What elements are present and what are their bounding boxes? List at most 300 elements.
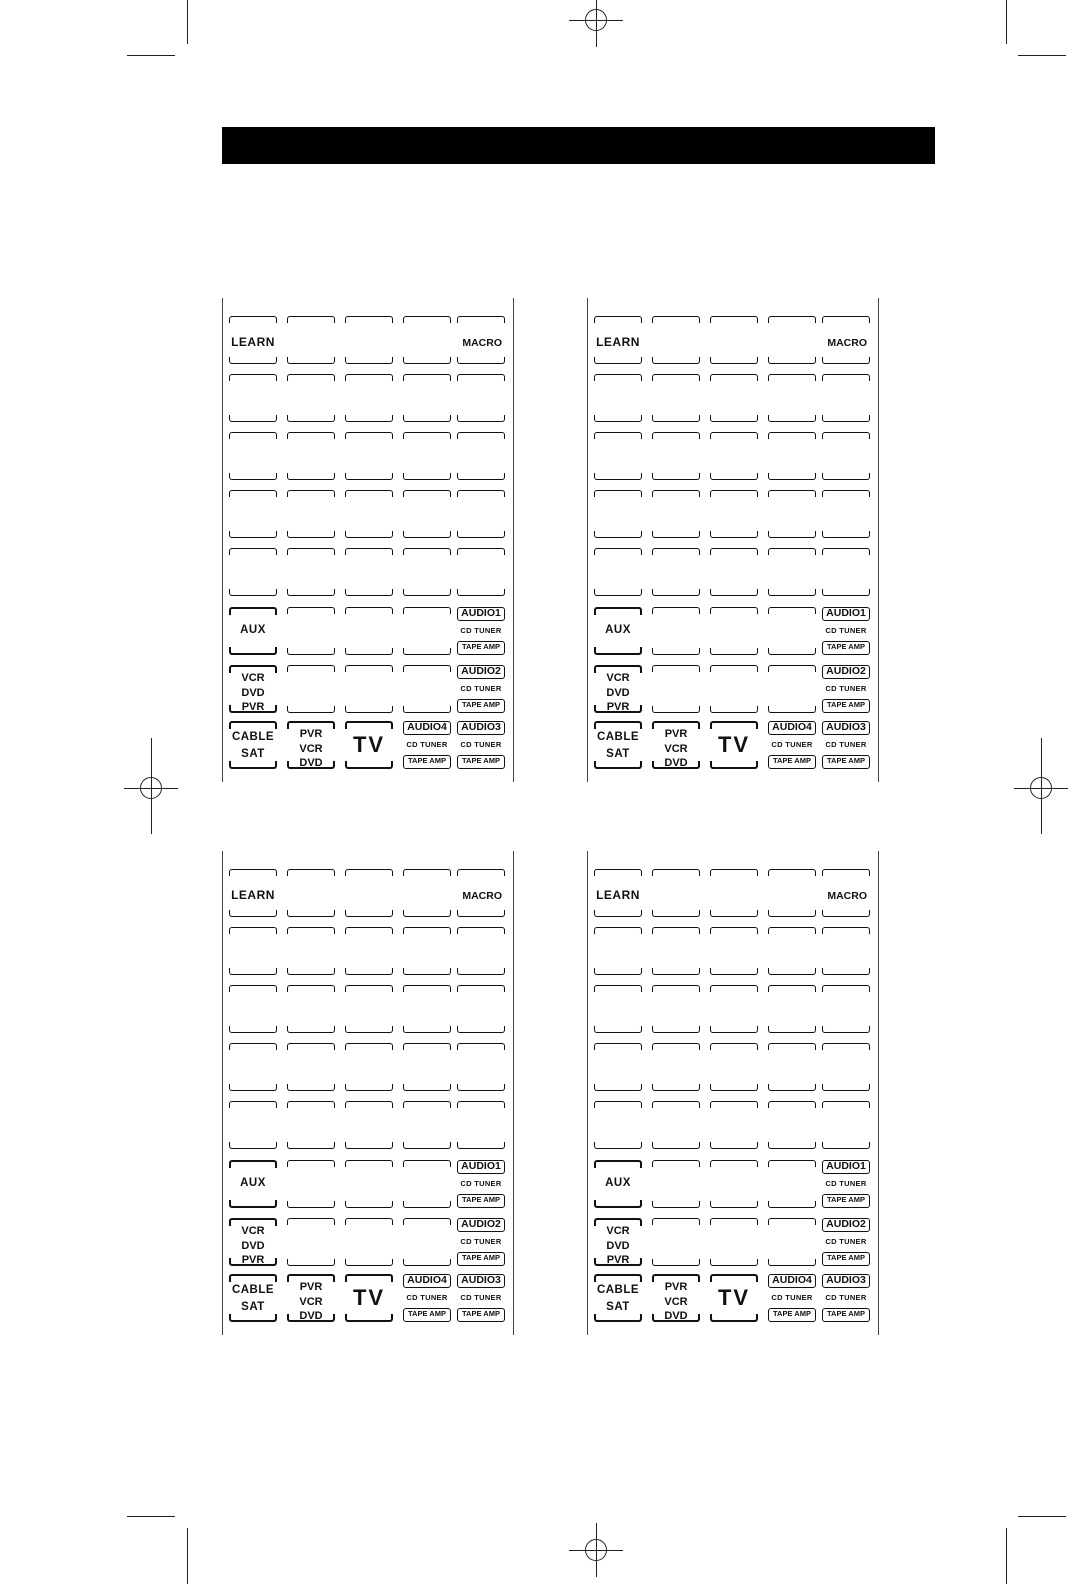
blank-key[interactable] <box>345 374 393 422</box>
blank-key[interactable] <box>287 1043 335 1091</box>
button-outline-bottom <box>345 1259 393 1266</box>
blank-key[interactable] <box>403 548 451 596</box>
audio1-button[interactable] <box>457 607 505 655</box>
button-outline-top <box>403 374 451 381</box>
button-outline-top <box>345 1101 393 1108</box>
blank-key[interactable] <box>594 985 642 1033</box>
button-outline-top <box>652 316 700 323</box>
blank-key[interactable] <box>652 374 700 422</box>
blank-key[interactable] <box>768 927 816 975</box>
blank-key[interactable] <box>822 548 870 596</box>
macro-button[interactable] <box>822 316 870 364</box>
learn-label: LEARN <box>596 888 640 902</box>
blank-key[interactable] <box>710 432 758 480</box>
learn-button[interactable] <box>594 316 642 364</box>
tv-button[interactable] <box>710 721 758 769</box>
button-outline-bottom <box>710 589 758 596</box>
button-outline-bottom <box>287 357 335 364</box>
audio2-cd-tuner: CD TUNER <box>460 1237 502 1246</box>
blank-key[interactable] <box>652 927 700 975</box>
blank-key[interactable] <box>768 1218 816 1266</box>
blank-key[interactable] <box>345 1101 393 1149</box>
button-outline-top <box>710 548 758 555</box>
blank-key[interactable] <box>345 665 393 713</box>
button-outline-bottom <box>229 1142 277 1149</box>
button-outline-top <box>822 1101 870 1108</box>
button-outline-top <box>822 316 870 323</box>
audio1-title: AUDIO1 <box>822 607 870 621</box>
audio4-button[interactable] <box>768 1274 816 1322</box>
aux-button[interactable] <box>229 607 277 655</box>
vcr-dvd-pvr-button[interactable] <box>229 665 277 713</box>
blank-key[interactable] <box>710 1160 758 1208</box>
blank-key[interactable] <box>403 374 451 422</box>
blank-key[interactable] <box>345 927 393 975</box>
audio3-button[interactable] <box>822 1274 870 1322</box>
audio4-title: AUDIO4 <box>768 721 816 735</box>
button-outline-top <box>229 374 277 381</box>
button-outline-bottom <box>229 647 277 655</box>
button-outline-top <box>345 607 393 614</box>
cable-sat-label-line: SAT <box>241 748 265 760</box>
vcr-dvd-pvr-label-line: PVR <box>606 1254 630 1266</box>
button-outline-top <box>457 1043 505 1050</box>
button-outline-bottom <box>594 910 642 917</box>
blank-key[interactable] <box>229 985 277 1033</box>
pvr-vcr-dvd-button[interactable] <box>652 1274 700 1322</box>
cable-sat-label-line: CABLE <box>231 1284 275 1296</box>
blank-key[interactable] <box>229 490 277 538</box>
audio1-button[interactable] <box>457 1160 505 1208</box>
blank-key[interactable] <box>710 869 758 917</box>
audio3-title: AUDIO3 <box>457 721 505 735</box>
vcr-dvd-pvr-label-line: VCR <box>241 672 265 684</box>
blank-key[interactable] <box>652 607 700 655</box>
blank-key[interactable] <box>652 985 700 1033</box>
button-outline-bottom <box>403 706 451 713</box>
blank-key[interactable] <box>457 927 505 975</box>
audio3-button[interactable] <box>457 721 505 769</box>
button-outline-top <box>710 607 758 614</box>
blank-key[interactable] <box>822 927 870 975</box>
vcr-dvd-pvr-label-line: PVR <box>241 701 265 713</box>
blank-key[interactable] <box>403 490 451 538</box>
button-outline-bottom <box>710 1142 758 1149</box>
blank-key[interactable] <box>345 985 393 1033</box>
blank-key[interactable] <box>822 985 870 1033</box>
blank-key[interactable] <box>287 490 335 538</box>
audio3-cd-tuner: CD TUNER <box>825 1293 867 1302</box>
button-outline-top <box>768 1101 816 1108</box>
audio4-button[interactable] <box>768 721 816 769</box>
audio4-button[interactable] <box>403 1274 451 1322</box>
blank-key[interactable] <box>594 1043 642 1091</box>
button-outline-bottom <box>710 1314 758 1322</box>
blank-key[interactable] <box>710 490 758 538</box>
cable-sat-button[interactable] <box>229 1274 277 1322</box>
blank-key[interactable] <box>345 548 393 596</box>
blank-key[interactable] <box>822 1043 870 1091</box>
button-outline-bottom <box>768 589 816 596</box>
button-outline-bottom <box>403 648 451 655</box>
button-outline-bottom <box>652 473 700 480</box>
blank-key[interactable] <box>594 1101 642 1149</box>
blank-key[interactable] <box>768 1160 816 1208</box>
blank-key[interactable] <box>652 665 700 713</box>
blank-key[interactable] <box>229 1101 277 1149</box>
blank-key[interactable] <box>710 985 758 1033</box>
button-outline-bottom <box>287 415 335 422</box>
blank-key[interactable] <box>768 1043 816 1091</box>
sheet-right-rule <box>878 298 879 782</box>
button-outline-top <box>768 985 816 992</box>
audio2-button[interactable] <box>457 665 505 713</box>
pvr-vcr-dvd-button[interactable] <box>287 1274 335 1322</box>
button-outline-top <box>710 869 758 876</box>
button-outline-bottom <box>345 1026 393 1033</box>
blank-key[interactable] <box>594 548 642 596</box>
button-outline-bottom <box>287 473 335 480</box>
blank-key[interactable] <box>229 927 277 975</box>
tv-button[interactable] <box>345 721 393 769</box>
audio2-title: AUDIO2 <box>457 1218 505 1232</box>
blank-key[interactable] <box>287 607 335 655</box>
vcr-dvd-pvr-label-line: DVD <box>241 1239 265 1252</box>
audio1-tape-amp: TAPE AMP <box>457 641 505 655</box>
pvr-vcr-dvd-label-line: PVR <box>299 1281 323 1293</box>
audio3-button[interactable] <box>457 1274 505 1322</box>
blank-key[interactable] <box>710 1101 758 1149</box>
blank-key[interactable] <box>594 927 642 975</box>
tv-button[interactable] <box>345 1274 393 1322</box>
blank-key[interactable] <box>768 1101 816 1149</box>
blank-key[interactable] <box>403 607 451 655</box>
blank-key[interactable] <box>345 1218 393 1266</box>
blank-key[interactable] <box>229 1043 277 1091</box>
blank-key[interactable] <box>403 985 451 1033</box>
audio2-cd-tuner: CD TUNER <box>825 684 867 693</box>
button-outline-bottom <box>822 357 870 364</box>
button-outline-bottom <box>403 1026 451 1033</box>
button-outline-bottom <box>287 1259 335 1266</box>
blank-key[interactable] <box>345 316 393 364</box>
button-outline-bottom <box>768 1026 816 1033</box>
button-outline-bottom <box>710 910 758 917</box>
button-outline-bottom <box>403 1142 451 1149</box>
button-outline-top <box>594 1101 642 1108</box>
button-outline-bottom <box>822 415 870 422</box>
learn-button[interactable] <box>229 869 277 917</box>
blank-key[interactable] <box>768 869 816 917</box>
blank-key[interactable] <box>403 665 451 713</box>
cable-sat-button[interactable] <box>594 721 642 769</box>
blank-key[interactable] <box>287 548 335 596</box>
pvr-vcr-dvd-label-line: VCR <box>664 1295 688 1308</box>
pvr-vcr-dvd-button[interactable] <box>287 721 335 769</box>
audio4-button[interactable] <box>403 721 451 769</box>
audio3-cd-tuner: CD TUNER <box>460 1293 502 1302</box>
button-outline-bottom <box>457 531 505 538</box>
blank-key[interactable] <box>345 869 393 917</box>
blank-key[interactable] <box>287 927 335 975</box>
blank-key[interactable] <box>345 1043 393 1091</box>
audio4-title: AUDIO4 <box>403 721 451 735</box>
blank-key[interactable] <box>710 927 758 975</box>
pvr-vcr-dvd-label <box>652 727 700 771</box>
blank-key[interactable] <box>457 490 505 538</box>
vcr-dvd-pvr-label-line: VCR <box>241 1225 265 1237</box>
blank-key[interactable] <box>652 1043 700 1091</box>
blank-key[interactable] <box>594 432 642 480</box>
audio3-button[interactable] <box>822 721 870 769</box>
aux-button[interactable] <box>594 1160 642 1208</box>
button-outline-top <box>287 665 335 672</box>
blank-key[interactable] <box>710 548 758 596</box>
blank-key[interactable] <box>652 490 700 538</box>
audio4-cd-tuner: CD TUNER <box>406 740 448 749</box>
pvr-vcr-dvd-label-line: VCR <box>299 742 323 755</box>
blank-key[interactable] <box>229 432 277 480</box>
button-outline-bottom <box>710 1259 758 1266</box>
blank-key[interactable] <box>403 927 451 975</box>
button-outline-top <box>287 869 335 876</box>
button-outline-bottom <box>652 357 700 364</box>
audio1-button[interactable] <box>822 1160 870 1208</box>
blank-key[interactable] <box>345 607 393 655</box>
button-outline-bottom <box>652 1026 700 1033</box>
blank-key[interactable] <box>768 490 816 538</box>
blank-key[interactable] <box>403 869 451 917</box>
blank-key[interactable] <box>457 1101 505 1149</box>
blank-key[interactable] <box>287 665 335 713</box>
audio1-button[interactable] <box>822 607 870 655</box>
button-outline-bottom <box>768 1201 816 1208</box>
cable-sat-button[interactable] <box>229 721 277 769</box>
button-outline-top <box>229 985 277 992</box>
sheet-left-rule <box>222 298 223 782</box>
button-outline-top <box>822 1043 870 1050</box>
button-outline-top <box>652 607 700 614</box>
aux-button[interactable] <box>594 607 642 655</box>
button-outline-top <box>403 927 451 934</box>
blank-key[interactable] <box>710 1043 758 1091</box>
registration-mark-bottom <box>569 1523 623 1577</box>
button-outline-top <box>457 1101 505 1108</box>
button-outline-bottom <box>710 648 758 655</box>
button-outline-bottom <box>710 531 758 538</box>
blank-key[interactable] <box>287 316 335 364</box>
blank-key[interactable] <box>768 985 816 1033</box>
blank-key[interactable] <box>652 869 700 917</box>
registration-mark-top <box>569 0 623 47</box>
blank-key[interactable] <box>710 665 758 713</box>
button-outline-top <box>822 985 870 992</box>
blank-key[interactable] <box>822 1101 870 1149</box>
button-outline-bottom <box>287 589 335 596</box>
audio1-cd-tuner: CD TUNER <box>460 626 502 635</box>
blank-key[interactable] <box>652 316 700 364</box>
button-outline-top <box>768 548 816 555</box>
blank-key[interactable] <box>822 490 870 538</box>
cable-sat-label <box>594 729 642 763</box>
blank-key[interactable] <box>652 1160 700 1208</box>
vcr-dvd-pvr-button[interactable] <box>229 1218 277 1266</box>
blank-key[interactable] <box>457 548 505 596</box>
button-outline-bottom <box>710 357 758 364</box>
button-outline-top <box>287 548 335 555</box>
tv-button[interactable] <box>710 1274 758 1322</box>
button-outline-top <box>345 721 393 729</box>
blank-key[interactable] <box>768 374 816 422</box>
blank-key[interactable] <box>710 1218 758 1266</box>
blank-key[interactable] <box>457 985 505 1033</box>
audio1-tape-amp: TAPE AMP <box>822 1194 870 1208</box>
cable-sat-label-line: SAT <box>606 748 630 760</box>
macro-button[interactable] <box>457 869 505 917</box>
blank-key[interactable] <box>768 316 816 364</box>
button-outline-top <box>287 1160 335 1167</box>
audio1-tape-amp: TAPE AMP <box>822 641 870 655</box>
blank-key[interactable] <box>403 432 451 480</box>
pvr-vcr-dvd-button[interactable] <box>652 721 700 769</box>
blank-key[interactable] <box>652 1101 700 1149</box>
blank-key[interactable] <box>345 1160 393 1208</box>
audio2-button[interactable] <box>822 665 870 713</box>
button-outline-bottom <box>345 589 393 596</box>
button-outline-top <box>594 316 642 323</box>
blank-key[interactable] <box>287 869 335 917</box>
blank-key[interactable] <box>345 490 393 538</box>
audio4-cd-tuner: CD TUNER <box>771 1293 813 1302</box>
blank-key[interactable] <box>768 432 816 480</box>
macro-button[interactable] <box>822 869 870 917</box>
blank-key[interactable] <box>403 1160 451 1208</box>
button-outline-bottom <box>652 648 700 655</box>
button-outline-top <box>652 1043 700 1050</box>
button-outline-bottom <box>768 1142 816 1149</box>
blank-key[interactable] <box>457 374 505 422</box>
blank-key[interactable] <box>345 432 393 480</box>
button-outline-top <box>229 927 277 934</box>
button-outline-top <box>768 432 816 439</box>
button-outline-bottom <box>710 1084 758 1091</box>
blank-key[interactable] <box>229 548 277 596</box>
button-outline-top <box>287 985 335 992</box>
button-outline-bottom <box>594 415 642 422</box>
blank-key[interactable] <box>710 316 758 364</box>
audio3-tape-amp: TAPE AMP <box>822 1308 870 1322</box>
pvr-vcr-dvd-label-line: PVR <box>664 1281 688 1293</box>
audio2-button[interactable] <box>822 1218 870 1266</box>
button-outline-bottom <box>403 968 451 975</box>
audio3-title: AUDIO3 <box>457 1274 505 1288</box>
audio3-tape-amp: TAPE AMP <box>822 755 870 769</box>
button-outline-bottom <box>652 706 700 713</box>
audio2-button[interactable] <box>457 1218 505 1266</box>
button-outline-bottom <box>229 1026 277 1033</box>
button-outline-bottom <box>457 910 505 917</box>
audio1-title: AUDIO1 <box>822 1160 870 1174</box>
button-outline-top <box>768 665 816 672</box>
blank-key[interactable] <box>594 490 642 538</box>
blank-key[interactable] <box>594 374 642 422</box>
blank-key[interactable] <box>768 548 816 596</box>
blank-key[interactable] <box>403 1218 451 1266</box>
blank-key[interactable] <box>287 1218 335 1266</box>
button-outline-top <box>710 1218 758 1225</box>
button-outline-top <box>229 607 277 615</box>
cable-sat-button[interactable] <box>594 1274 642 1322</box>
button-outline-top <box>594 548 642 555</box>
button-outline-bottom <box>403 1259 451 1266</box>
blank-key[interactable] <box>287 432 335 480</box>
audio4-title: AUDIO4 <box>403 1274 451 1288</box>
button-outline-bottom <box>594 589 642 596</box>
blank-key[interactable] <box>457 432 505 480</box>
button-outline-top <box>287 607 335 614</box>
aux-label: AUX <box>605 624 631 636</box>
cable-sat-label-line: CABLE <box>596 1284 640 1296</box>
blank-key[interactable] <box>652 1218 700 1266</box>
audio3-tape-amp: TAPE AMP <box>457 1308 505 1322</box>
blank-key[interactable] <box>822 374 870 422</box>
macro-button[interactable] <box>457 316 505 364</box>
button-outline-bottom <box>229 415 277 422</box>
learn-button[interactable] <box>229 316 277 364</box>
sheet-left-rule <box>222 851 223 1335</box>
blank-key[interactable] <box>403 1101 451 1149</box>
button-outline-bottom <box>457 415 505 422</box>
blank-key[interactable] <box>403 316 451 364</box>
blank-key[interactable] <box>403 1043 451 1091</box>
blank-key[interactable] <box>652 548 700 596</box>
blank-key[interactable] <box>457 1043 505 1091</box>
button-outline-top <box>229 1274 277 1282</box>
cable-sat-label <box>229 729 277 763</box>
learn-label: LEARN <box>231 335 275 349</box>
blank-key[interactable] <box>710 374 758 422</box>
blank-key[interactable] <box>287 1101 335 1149</box>
crop-mark <box>1006 0 1007 44</box>
learn-button[interactable] <box>594 869 642 917</box>
tv-label: TV <box>717 1285 751 1310</box>
blank-key[interactable] <box>822 432 870 480</box>
audio3-cd-tuner: CD TUNER <box>825 740 867 749</box>
audio4-tape-amp: TAPE AMP <box>403 1308 451 1322</box>
aux-button[interactable] <box>229 1160 277 1208</box>
blank-key[interactable] <box>768 607 816 655</box>
blank-key[interactable] <box>287 1160 335 1208</box>
blank-key[interactable] <box>652 432 700 480</box>
vcr-dvd-pvr-label <box>229 671 277 715</box>
button-outline-top <box>822 374 870 381</box>
button-outline-top <box>229 316 277 323</box>
blank-key[interactable] <box>287 374 335 422</box>
audio4-cd-tuner: CD TUNER <box>406 1293 448 1302</box>
blank-key[interactable] <box>287 985 335 1033</box>
vcr-dvd-pvr-button[interactable] <box>594 665 642 713</box>
blank-key[interactable] <box>710 607 758 655</box>
button-outline-bottom <box>710 968 758 975</box>
button-outline-top <box>594 490 642 497</box>
blank-key[interactable] <box>229 374 277 422</box>
vcr-dvd-pvr-button[interactable] <box>594 1218 642 1266</box>
cable-sat-label-line: CABLE <box>596 731 640 743</box>
crop-mark <box>1006 1528 1007 1584</box>
blank-key[interactable] <box>768 665 816 713</box>
button-outline-top <box>710 374 758 381</box>
button-outline-top <box>710 1101 758 1108</box>
